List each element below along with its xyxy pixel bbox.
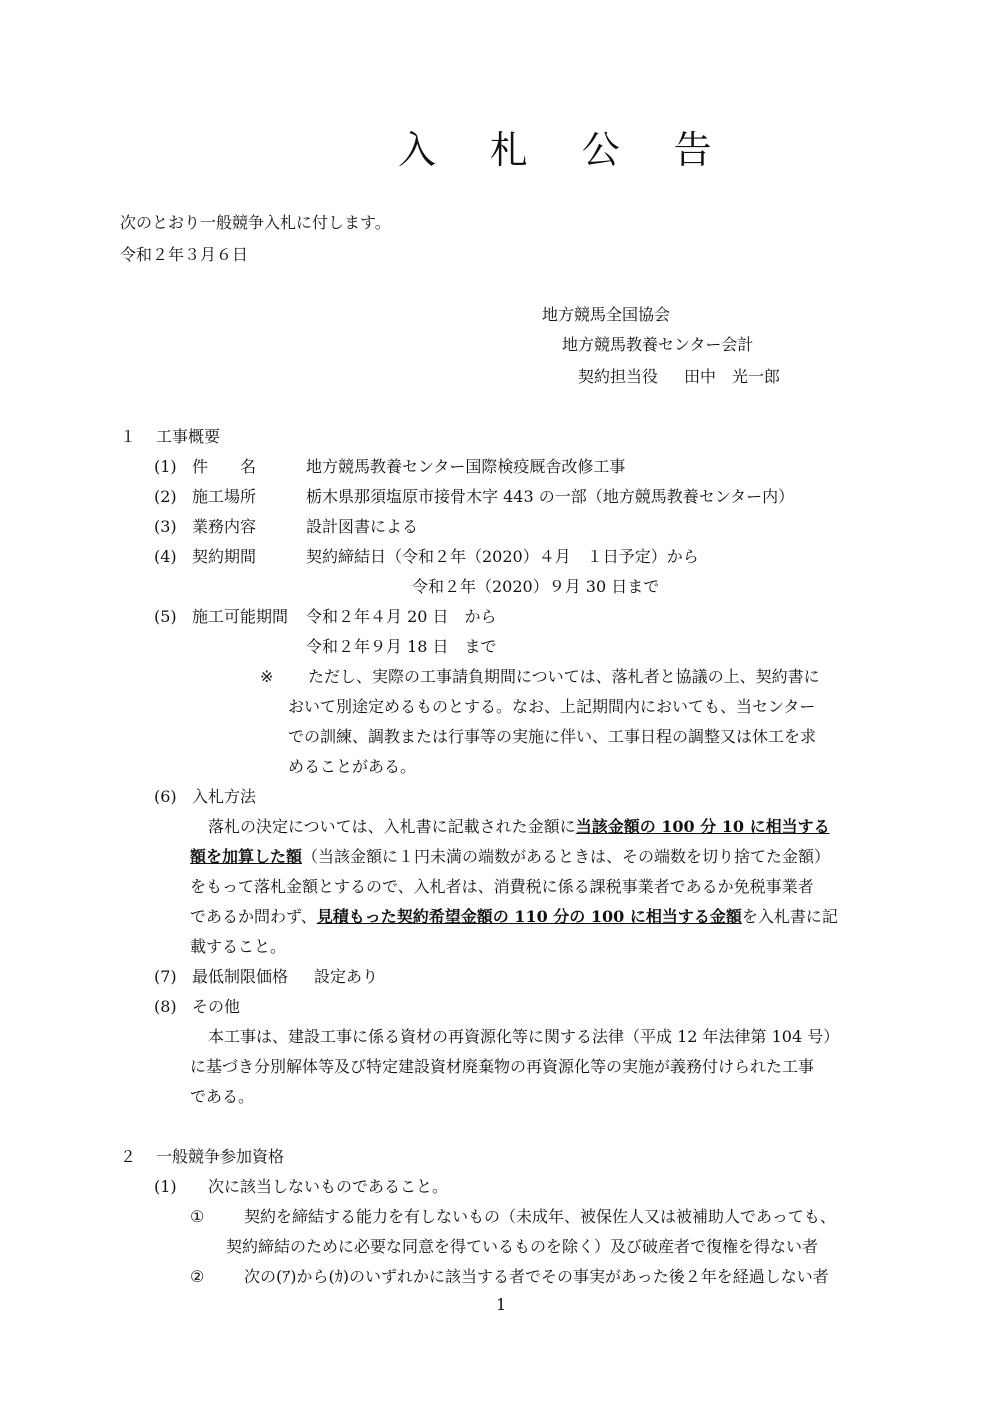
item-2-number: (2) (154, 487, 177, 506)
other-line-1: 本工事は、建設工事に係る資材の再資源化等に関する法律（平成 12 年法律第 104 号） (208, 1027, 840, 1046)
item-5-number: (5) (154, 607, 177, 626)
item-1-value: 地方競馬教養センター国際検疫厩舎改修工事 (306, 457, 626, 476)
clause-1-number: ① (190, 1207, 205, 1226)
item-4-number: (4) (154, 547, 177, 566)
s2-item-1-text: 次に該当しないものであること。 (208, 1177, 449, 1196)
bid-method-text: （当該金額に１円未満の端数があるときは、その端数を切り捨てた金額） (302, 847, 831, 866)
issue-date: 令和２年３月６日 (120, 245, 249, 264)
bid-method-line-4 (190, 906, 838, 928)
bid-method-text: 落札の決定については、入札書に記載された金額に (208, 817, 576, 836)
item-6-number: (6) (154, 787, 177, 806)
section-2-title: 一般競争参加資格 (156, 1147, 285, 1166)
item-7-label: 最低制限価格 (192, 967, 289, 986)
bid-method-line-5: 載すること。 (190, 937, 287, 956)
section-1-number: １ (120, 427, 137, 446)
page-number: 1 (496, 1295, 507, 1314)
other-line-3: である。 (190, 1087, 255, 1106)
item-5-label: 施工可能期間 (192, 607, 289, 626)
bid-method-text: であるか問わず、 (190, 907, 317, 926)
intro-text: 次のとおり一般競争入札に付します。 (120, 213, 391, 232)
item-4-label: 契約期間 (192, 547, 257, 566)
item-3-label: 業務内容 (192, 517, 257, 536)
bid-method-emphasis: 当該金額の 100 分 10 に相当する (575, 817, 830, 836)
other-line-2: に基づき分別解体等及び特定建設資材廃棄物の再資源化等の実施が義務付けられた工事 (190, 1057, 815, 1076)
clause-2-number: ② (190, 1267, 205, 1286)
bid-method-line-1 (208, 816, 830, 838)
item-4-value-1: 契約締結日（令和２年（2020）４月 １日予定）から (306, 547, 699, 566)
item-8-label: その他 (192, 997, 241, 1016)
page-title: 入 札 公 告 (398, 128, 733, 172)
item-7-number: (7) (154, 967, 177, 986)
note-line-1: ただし、実際の工事請負期間については、落札者と協議の上、契約書に (308, 667, 820, 686)
section-1-title: 工事概要 (156, 427, 221, 446)
item-1-label: 件 名 (192, 457, 257, 476)
section-2-number: ２ (120, 1147, 137, 1166)
note-mark: ※ (260, 667, 274, 686)
note-line-2: おいて別途定めるものとする。なお、上記期間内においても、当センター (288, 697, 816, 716)
bid-method-line-2 (190, 846, 830, 868)
item-5-value-2: 令和２年９月 18 日 まで (306, 637, 497, 656)
note-line-4: めることがある。 (288, 757, 417, 776)
item-2-value: 栃木県那須塩原市接骨木字 443 の一部（地方競馬教養センター内） (306, 487, 795, 506)
item-6-label: 入札方法 (192, 787, 257, 806)
issuer-org: 地方競馬全国協会 (542, 305, 671, 324)
bid-method-text: を入札書に記 (741, 907, 838, 926)
issuer-dept: 地方競馬教養センター会計 (562, 335, 754, 354)
item-7-value: 設定あり (314, 967, 379, 986)
s2-item-1-number: (1) (154, 1177, 177, 1196)
item-2-label: 施工場所 (192, 487, 257, 506)
clause-1-line-2: 契約締結のために必要な同意を得ているものを除く）及び破産者で復権を得ない者 (226, 1237, 819, 1256)
clause-1-line-1: 契約を締結する能力を有しないもの（未成年、被保佐人又は被補助人であっても、 (244, 1207, 836, 1226)
clause-2-line-1: 次の(ｱ)から(ｶ)のいずれかに該当する者でその事実があった後２年を経過しない者 (244, 1267, 829, 1286)
bid-method-line-3: をもって落札金額とするので、入札者は、消費税に係る課税事業者であるか免税事業者 (190, 877, 814, 896)
item-8-number: (8) (154, 997, 177, 1016)
bid-method-emphasis: 額を加算した額 (190, 847, 303, 866)
item-3-value: 設計図書による (306, 517, 419, 536)
item-4-value-2: 令和２年（2020）９月 30 日まで (412, 577, 660, 596)
item-1-number: (1) (154, 457, 177, 476)
item-5-value-1: 令和２年４月 20 日 から (306, 607, 497, 626)
issuer-role: 契約担当役 (578, 367, 659, 386)
bid-method-emphasis: 見積もった契約希望金額の 110 分の 100 に相当する金額 (316, 907, 742, 926)
item-3-number: (3) (154, 517, 177, 536)
note-line-3: での訓練、調教または行事等の実施に伴い、工事日程の調整又は休工を求 (288, 727, 817, 746)
issuer-name: 田中 光一郎 (684, 367, 781, 386)
